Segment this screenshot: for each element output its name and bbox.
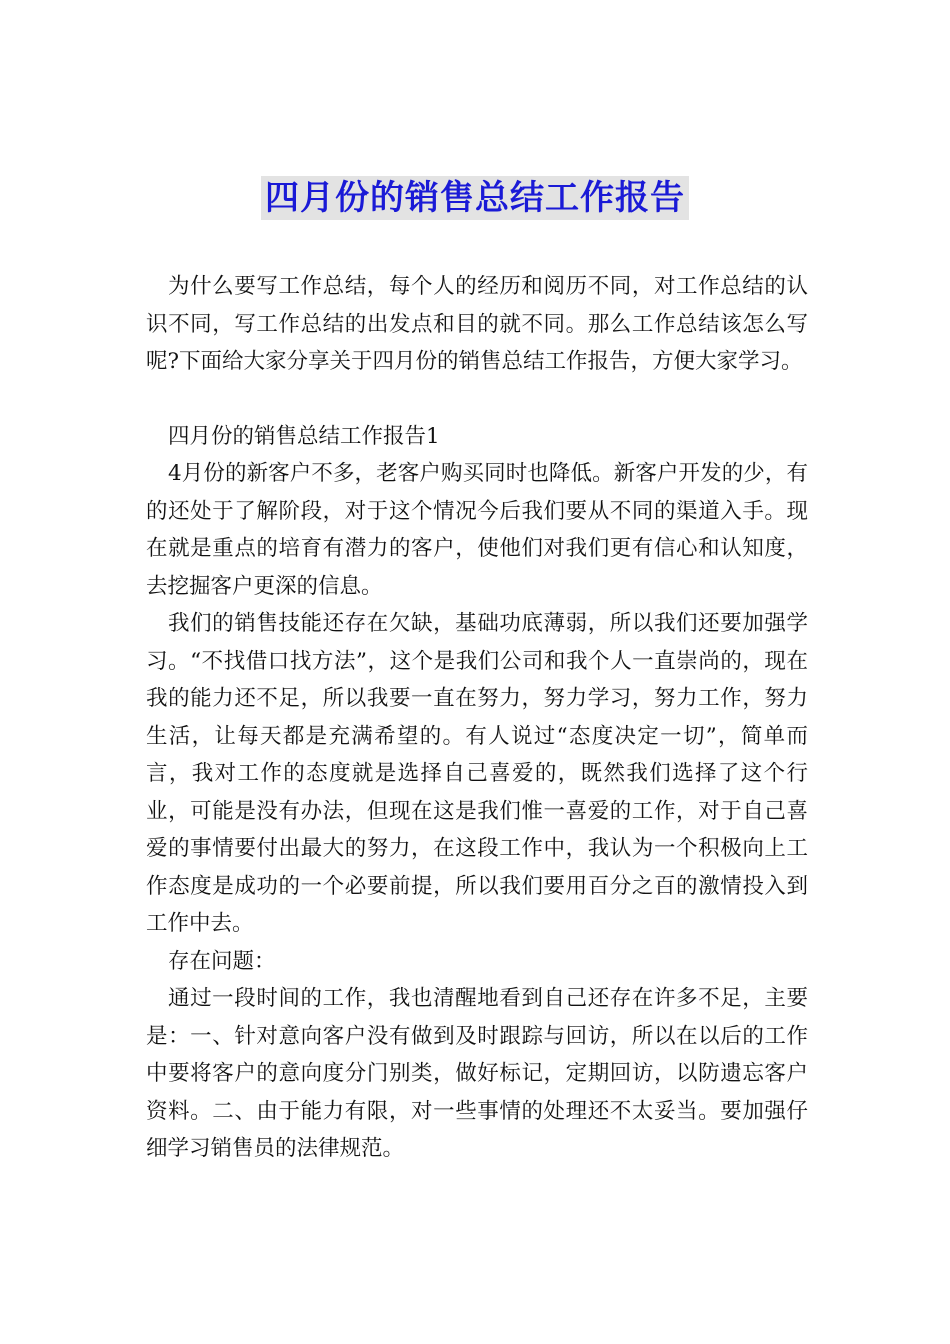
- body-paragraph: 通过一段时间的工作，我也清醒地看到自己还存在许多不足，主要是：一、针对意向客户没有做到及时跟踪与回访，所以在以后的工作中要将客户的意向度分门别类，做好标记，定期回访，以防遗忘客户资料。二、由于能力有限，对一些事情的处理还不太妥当。要加强仔细学习销售员的法律规范。: [146, 986, 808, 1161]
- body-paragraph: 4月份的新客户不多，老客户购买同时也降低。新客户开发的少，有的还处于了解阶段，对于这个情况今后我们要从不同的渠道入手。现在就是重点的培育有潜力的客户，使他们对我们更有信心和认知度，去挖掘客户更深的信息。: [146, 461, 808, 599]
- title-container: [0, 176, 950, 220]
- document-title: 四月份的销售总结工作报告: [261, 176, 689, 220]
- document-body: [146, 268, 808, 1168]
- body-paragraph: 我们的销售技能还存在欠缺，基础功底薄弱，所以我们还要加强学习。“不找借口找方法”，这个是我们公司和我个人一直崇尚的，现在我的能力还不足，所以我要一直在努力，努力学习，努力工作，努力生活，让每天都是充满希望的。有人说过“态度决定一切”，简单而言，我对工作的态度就是选择自己喜爱的，既然我们选择了这个行业，可能是没有办法，但现在这是我们惟一喜爱的工作，对于自己喜爱的事情要付出最大的努力，在这段工作中，我认为一个积极向上工作态度是成功的一个必要前提，所以我们要用百分之百的激情投入到工作中去。: [146, 611, 808, 936]
- intro-paragraph: 为什么要写工作总结，每个人的经历和阅历不同，对工作总结的认识不同，写工作总结的出发点和目的就不同。那么工作总结该怎么写呢?下面给大家分享关于四月份的销售总结工作报告，方便大家学习。: [146, 274, 808, 374]
- subheading-problems: 存在问题：: [168, 948, 276, 974]
- section-heading: 四月份的销售总结工作报告1: [168, 423, 440, 449]
